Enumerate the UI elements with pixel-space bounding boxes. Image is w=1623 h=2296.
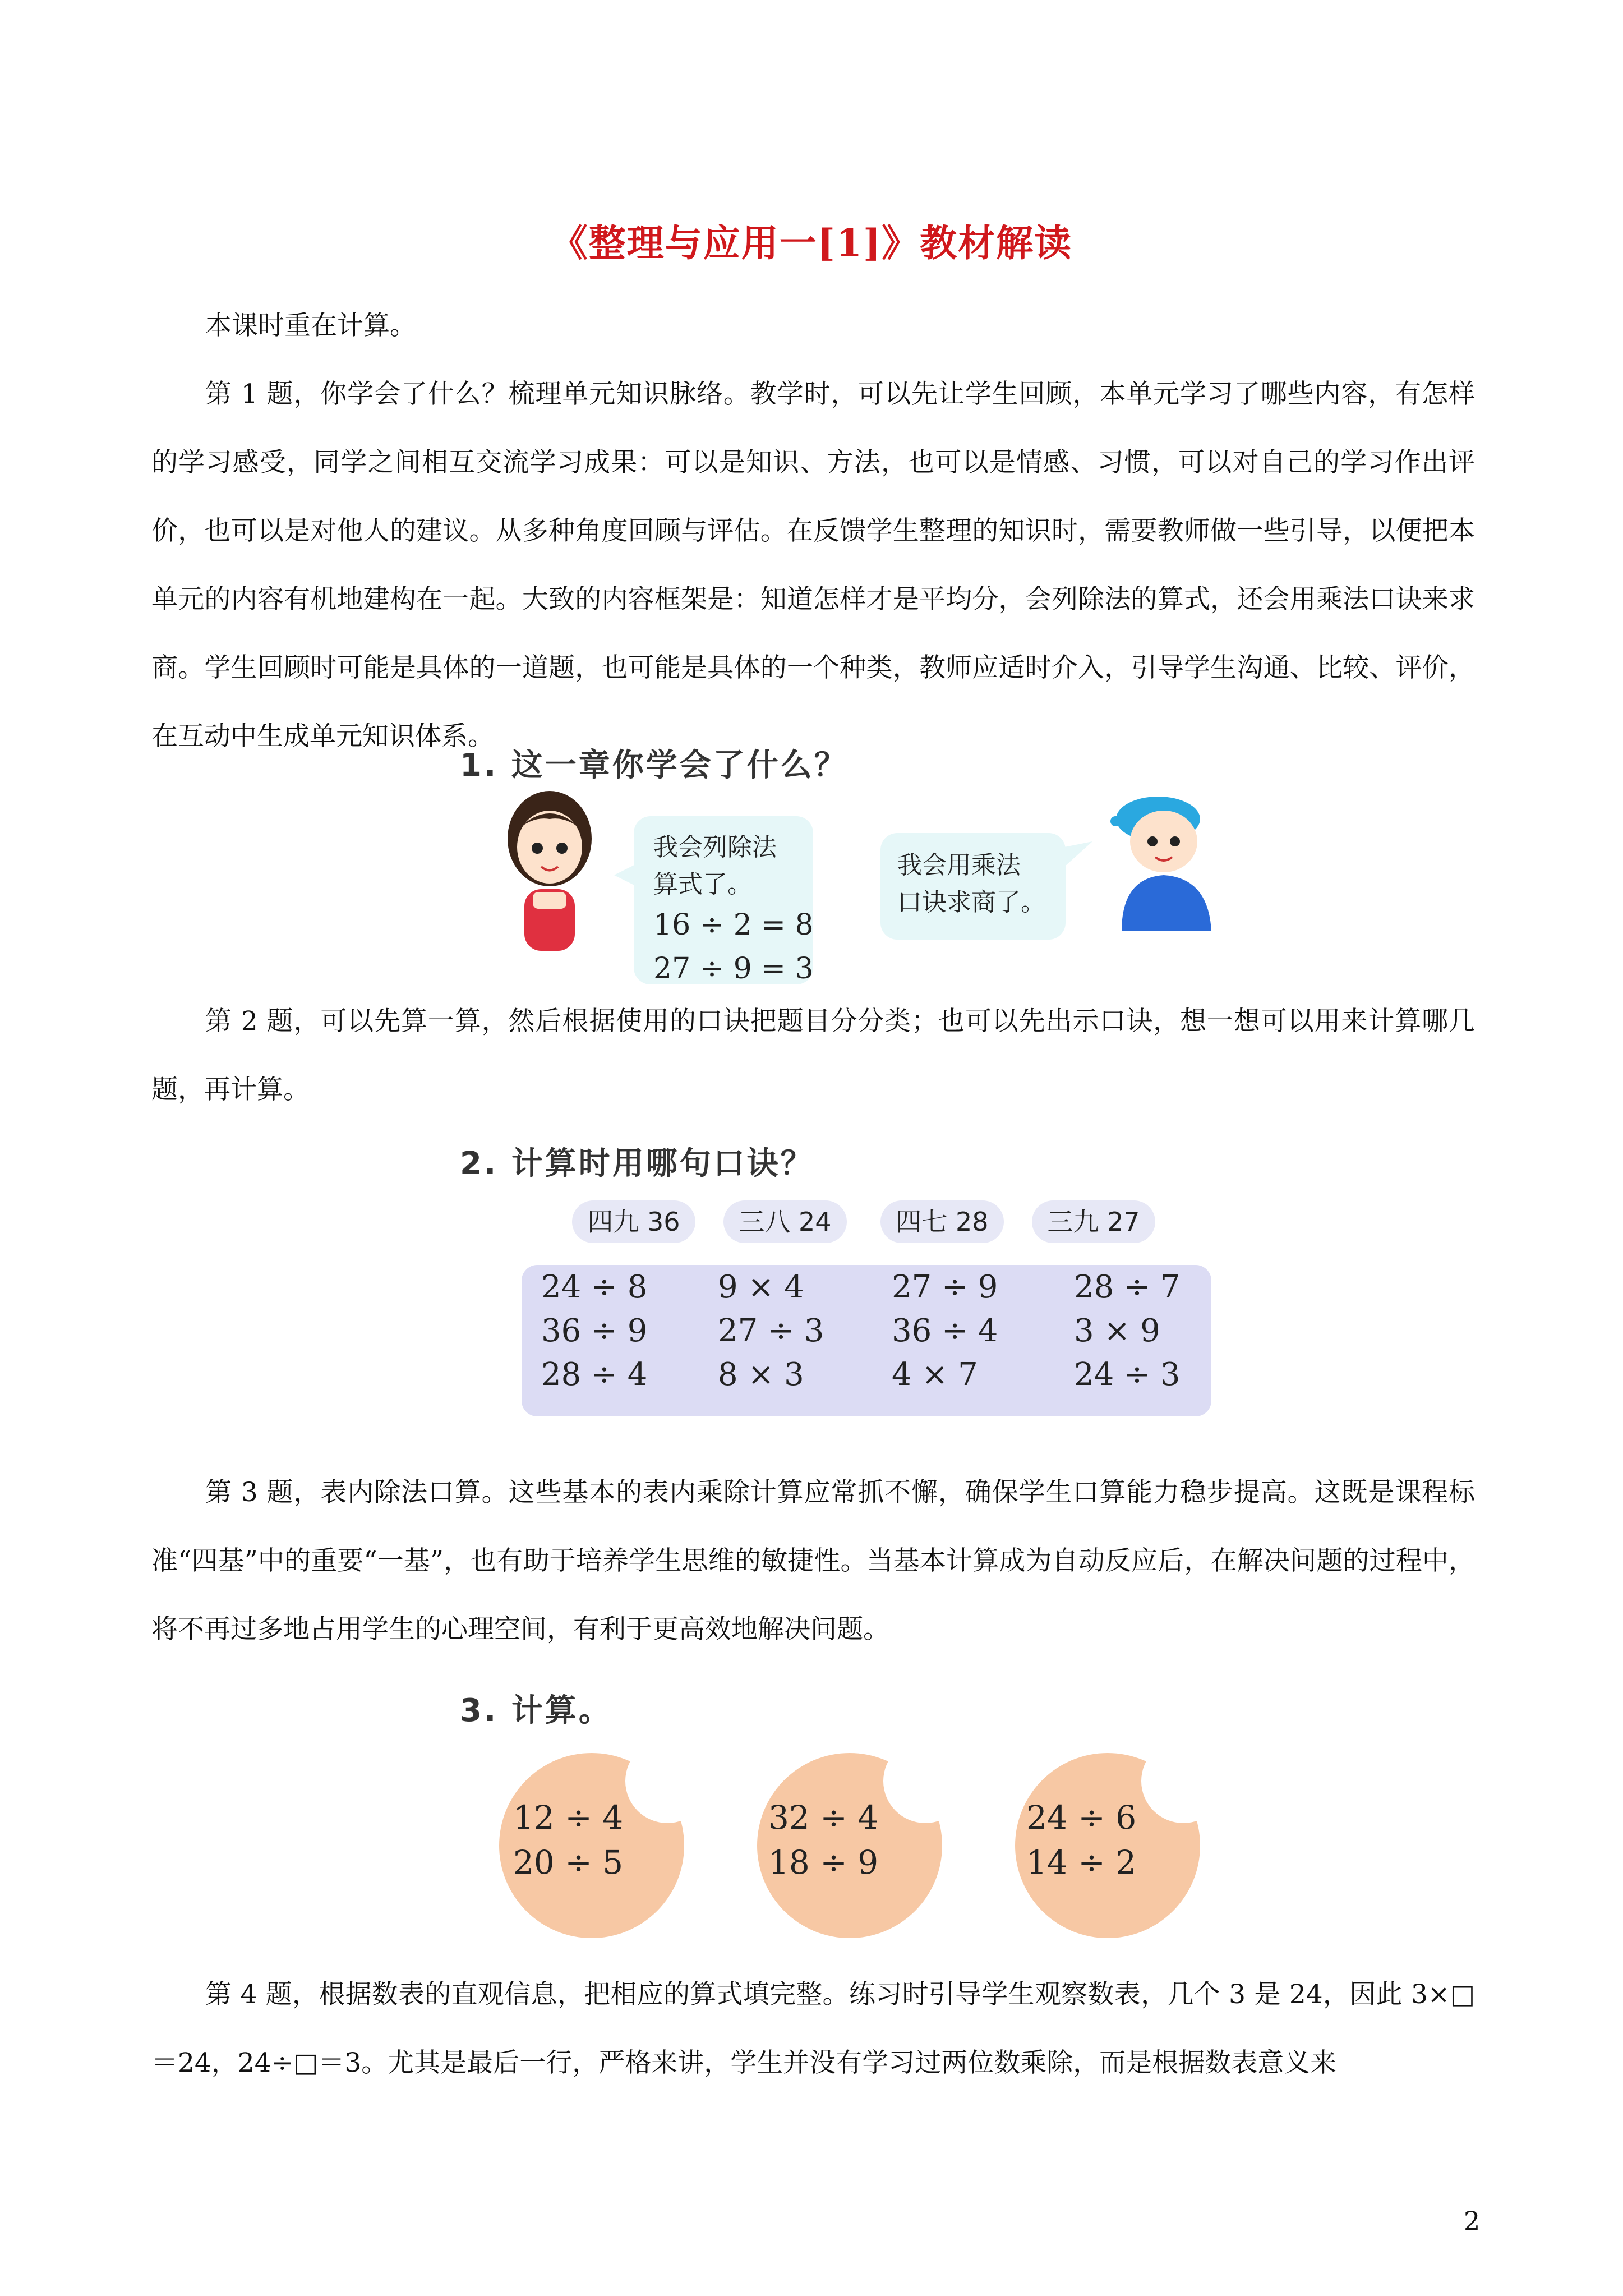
girl-bubble-text — [653, 829, 814, 991]
girl-bubble-tail — [614, 864, 637, 886]
calc-item: 27 ÷ 9 — [892, 1269, 998, 1305]
calc-item: 36 ÷ 4 — [892, 1313, 998, 1349]
calc-disc-1-text — [513, 1795, 623, 1885]
calc-item: 28 ÷ 4 — [541, 1356, 648, 1393]
calc-item: 3 × 9 — [1074, 1313, 1160, 1349]
boy-bubble-line-2: 口诀求商了。 — [897, 888, 1045, 917]
disc-item: 24 ÷ 6 — [1026, 1798, 1137, 1837]
calc-item: 24 ÷ 8 — [541, 1269, 648, 1305]
calc-item: 4 × 7 — [892, 1356, 978, 1393]
page-number: 2 — [1464, 2206, 1481, 2236]
calc-item: 27 ÷ 3 — [718, 1313, 824, 1349]
exercise-1-title: 1. 这一章你学会了什么？ — [460, 747, 848, 784]
girl-bubble-equation-1: 16 ÷ 2 = 8 — [653, 908, 814, 942]
calc-disc-3-text — [1026, 1795, 1136, 1885]
paragraph-exercise-2: 第 2 题，可以先算一算，然后根据使用的口诀把题目分分类；也可以先出示口诀，想一想可以用来计算哪几题，再计算。 — [151, 1006, 1475, 1105]
exercise-3-title: 3. 计算。 — [460, 1692, 612, 1729]
page-title: 《整理与应用一[1]》教材解读 — [550, 221, 1073, 265]
calc-item: 28 ÷ 7 — [1074, 1269, 1181, 1305]
rhyme-chip-4: 三九 27 — [1032, 1200, 1155, 1243]
girl-bubble-equation-2: 27 ÷ 9 = 3 — [653, 952, 814, 986]
calc-item: 9 × 4 — [718, 1269, 804, 1305]
boy-illustration — [1099, 785, 1228, 931]
disc-item: 32 ÷ 4 — [768, 1798, 879, 1837]
calc-item: 24 ÷ 3 — [1074, 1356, 1181, 1393]
calc-item: 8 × 3 — [718, 1356, 804, 1393]
paragraph-exercise-1: 第 1 题，你学会了什么？梳理单元知识脉络。教学时，可以先让学生回顾，本单元学习了哪些内容，有怎样的学习感受，同学之间相互交流学习成果：可以是知识、方法，也可以是情感、习惯，可以对自己的学习作出评价，也可以是对他人的建议。从多种角度回顾与评估。在反馈学生整理的知识时，需要教师做一些引导，以便把本单元的内容有机地建构在一起。大致的内容框架是：知道怎样才是平均分，会列除法的算式，还会用乘法口诀来求商。学生回顾时可能是具体的一道题，也可能是具体的一个种类，教师应适时介入，引导学生沟通、比较、评价，在互动中生成单元知识体系。 — [151, 379, 1475, 752]
boy-bubble-tail — [1064, 841, 1092, 869]
disc-item: 18 ÷ 9 — [768, 1843, 879, 1881]
calc-item: 36 ÷ 9 — [541, 1313, 648, 1349]
paragraph-exercise-3: 第 3 题，表内除法口算。这些基本的表内乘除计算应常抓不懈，确保学生口算能力稳步提高。这既是课程标准“四基”中的重要“一基”，也有助于培养学生思维的敏捷性。当基本计算成为自动反应后，在解决问题的过程中，将不再过多地占用学生的心理空间，有利于更高效地解决问题。 — [151, 1477, 1475, 1645]
girl-illustration — [494, 785, 606, 954]
paragraph-exercise-4: 第 4 题，根据数表的直观信息，把相应的算式填完整。练习时引导学生观察数表，几个 3 是 24，因此 3×□＝24，24÷□＝3。尤其是最后一行，严格来讲，学生并没有学习过两位数乘除，而是根据数表意义来 — [151, 1979, 1475, 2078]
rhyme-chip-3: 四七 28 — [880, 1200, 1004, 1243]
disc-item: 20 ÷ 5 — [513, 1843, 624, 1881]
boy-bubble-line-1: 我会用乘法 — [897, 851, 1021, 880]
calc-disc-2-text — [768, 1795, 878, 1885]
disc-item: 12 ÷ 4 — [513, 1798, 624, 1837]
boy-bubble-text — [897, 847, 1045, 921]
rhyme-chip-1: 四九 36 — [572, 1200, 695, 1243]
disc-item: 14 ÷ 2 — [1026, 1843, 1137, 1881]
girl-bubble-line-2: 算式了。 — [653, 870, 752, 899]
rhyme-chip-2: 三八 24 — [723, 1200, 847, 1243]
girl-bubble-line-1: 我会列除法 — [653, 833, 777, 862]
intro-paragraph: 本课时重在计算。 — [205, 310, 416, 341]
exercise-2-title: 2. 计算时用哪句口诀？ — [460, 1145, 814, 1182]
